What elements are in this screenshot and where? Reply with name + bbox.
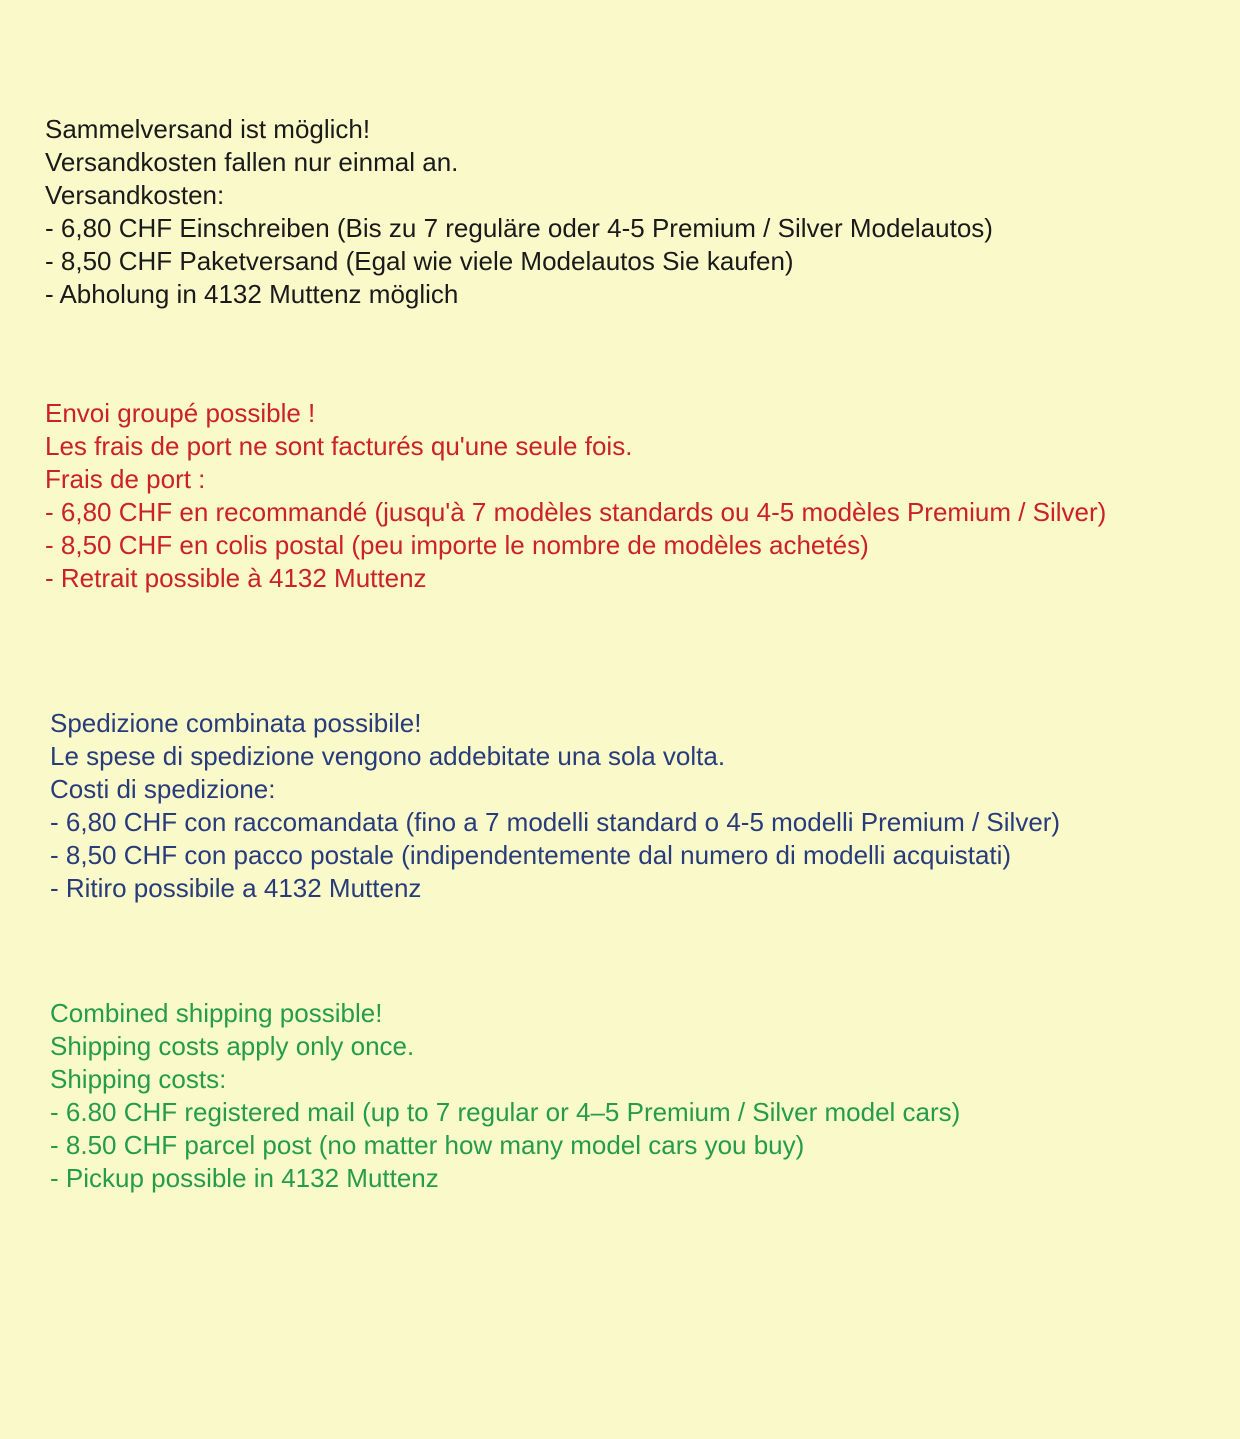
text-line: - 6,80 CHF Einschreiben (Bis zu 7 reguläre oder 4-5 Premium / Silver Modelautos)	[45, 213, 993, 243]
text-line: - 6,80 CHF con raccomandata (fino a 7 modelli standard o 4-5 modelli Premium / Silver)	[50, 807, 1061, 837]
text-line: - 6.80 CHF registered mail (up to 7 regular or 4–5 Premium / Silver model cars)	[50, 1097, 961, 1127]
text-line: Le spese di spedizione vengono addebitate una sola volta.	[50, 741, 726, 771]
text-line: - Retrait possible à 4132 Muttenz	[45, 563, 427, 593]
text-line: Spedizione combinata possibile!	[50, 708, 422, 738]
shipping-info-italian	[0, 707, 1240, 905]
shipping-info-german	[0, 113, 1240, 311]
text-line: - Abholung in 4132 Muttenz möglich	[45, 279, 459, 309]
text-line: Shipping costs:	[50, 1064, 227, 1094]
text-line: Les frais de port ne sont facturés qu'une seule fois.	[45, 431, 633, 461]
shipping-info-french	[0, 397, 1240, 595]
text-line: Versandkosten:	[45, 180, 225, 210]
text-line: - 8.50 CHF parcel post (no matter how many model cars you buy)	[50, 1130, 805, 1160]
text-line: - Pickup possible in 4132 Muttenz	[50, 1163, 439, 1193]
shipping-info-english	[0, 997, 1240, 1195]
text-line: Envoi groupé possible !	[45, 398, 316, 428]
text-line: - 8,50 CHF con pacco postale (indipendentemente dal numero di modelli acquistati)	[50, 840, 1012, 870]
text-line: - 8,50 CHF en colis postal (peu importe le nombre de modèles achetés)	[45, 530, 869, 560]
text-line: Frais de port :	[45, 464, 206, 494]
text-line: - 6,80 CHF en recommandé (jusqu'à 7 modèles standards ou 4-5 modèles Premium / Silver)	[45, 497, 1107, 527]
text-line: Versandkosten fallen nur einmal an.	[45, 147, 459, 177]
shipping-description	[0, 113, 1240, 1195]
text-line: - 8,50 CHF Paketversand (Egal wie viele Modelautos Sie kaufen)	[45, 246, 794, 276]
text-line: Combined shipping possible!	[50, 998, 383, 1028]
text-line: Shipping costs apply only once.	[50, 1031, 415, 1061]
text-line: Costi di spedizione:	[50, 774, 276, 804]
text-line: - Ritiro possibile a 4132 Muttenz	[50, 873, 422, 903]
text-line: Sammelversand ist möglich!	[45, 114, 371, 144]
page-background	[0, 113, 1240, 1439]
